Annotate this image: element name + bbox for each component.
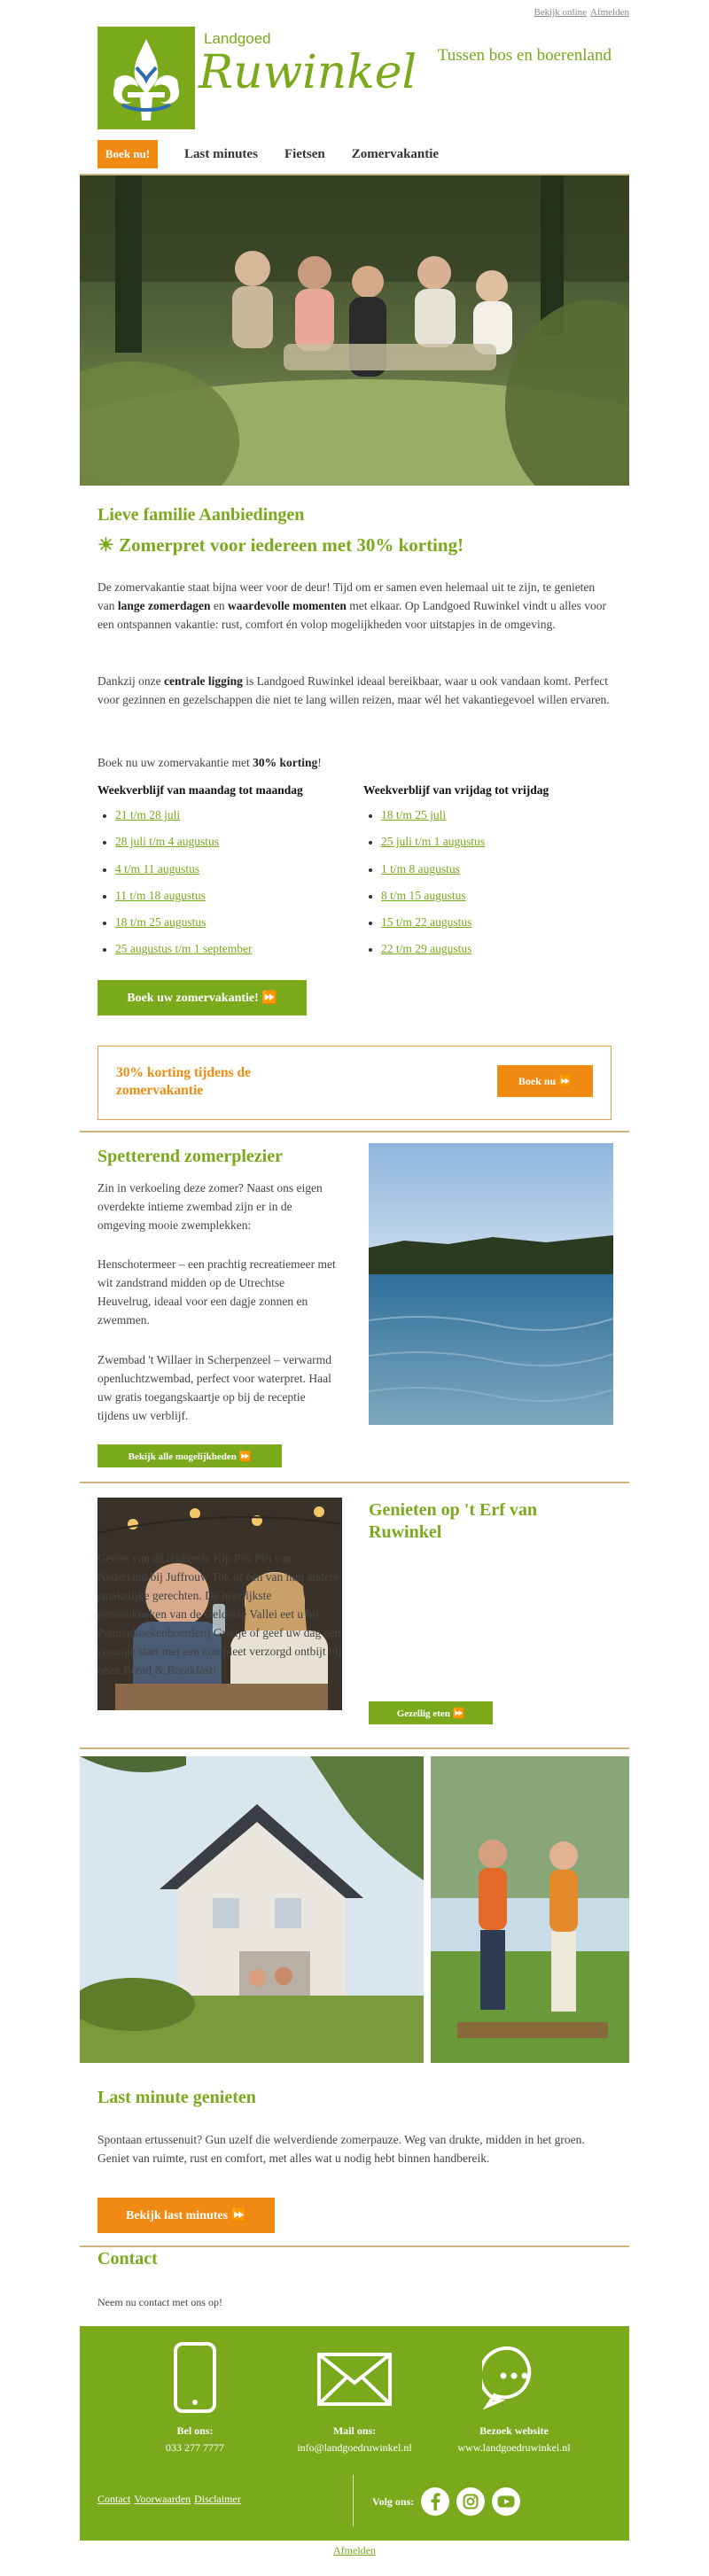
divider — [80, 1482, 629, 1483]
food-paragraph: Geniet van dé lekkerste Kip Piri Piri van Nederland bij Juffrouw Tok of één van hun andere smakelijke gerechten. De heerlijkste pannenkoeken van de Gelderse Vallei eet u bij Pannenkoekenboerderij Grietje of geef uw dag een zonnige start met een compleet verzorgd ontbijt bij onze Bread & Breakfast! — [97, 1552, 342, 1677]
mail-column[interactable] — [284, 2342, 425, 2455]
swim-options-button[interactable]: Bekijk alle mogelijkheden ⏩ — [97, 1444, 282, 1467]
footer-links — [97, 2493, 245, 2506]
divider — [80, 1131, 629, 1132]
unsubscribe-top-link[interactable]: Afmelden — [590, 7, 629, 18]
intro-subtitle: ☀ Zomerpret voor iedereen met 30% korting! — [97, 534, 464, 556]
week-link[interactable]: 15 t/m 22 augustus — [363, 915, 485, 942]
swim-paragraph-3: Zwembad 't Willaer in Scherpenzeel – verwarmd openluchtzwembad, perfect voor waterpret. Haal uw gratis toegangskaartje op bij de receptie tijdens uw verblijf. — [97, 1353, 332, 1422]
weeks-monday-list — [97, 808, 252, 969]
food-button[interactable]: Gezellig eten ⏩ — [369, 1701, 493, 1724]
book-now-button[interactable]: Boek nu! — [97, 140, 158, 168]
contact-paragraph: Neem nu contact met ons op! — [97, 2296, 222, 2308]
intro-paragraph-3: Boek nu uw zomervakantie met 30% korting! — [97, 756, 322, 769]
lastminute-button[interactable]: Bekijk last minutes ⏩ — [97, 2198, 275, 2233]
mail-value[interactable]: info@landgoedruwinkel.nl — [297, 2441, 412, 2454]
week-link[interactable]: 28 juli t/m 4 augustus — [97, 835, 252, 861]
divider — [80, 1747, 629, 1749]
greeting: Lieve familie Aanbiedingen — [97, 505, 305, 525]
week-link[interactable]: 22 t/m 29 augustus — [363, 942, 485, 969]
call-column[interactable] — [124, 2342, 266, 2455]
minigolf-photo — [431, 1756, 629, 2063]
week-link[interactable]: 21 t/m 28 juli — [97, 808, 252, 835]
social-links — [372, 2487, 520, 2516]
main-nav — [97, 140, 439, 168]
intro-paragraph-1: De zomervakantie staat bijna weer voor de deur! Tijd om er samen even helemaal uit te zijn, te genieten van lange zomerdagen en waardevolle momenten met elkaar. Op Landgoed Ruwinkel vindt u alles voor een ontspannen vakantie: rust, comfort én volop mogelijkheden voor uitstapjes in de omgeving. — [97, 580, 607, 631]
food-title: Genieten op 't Erf van Ruwinkel — [369, 1500, 537, 1542]
contact-title: Contact — [97, 2249, 158, 2269]
footer-divider — [353, 2475, 354, 2526]
logo[interactable] — [97, 27, 417, 129]
swim-paragraph-1: Zin in verkoeling deze zomer? Naast ons eigen overdekte intieme zwembad zijn er in de omgeving mooie zwemplekken: — [97, 1181, 323, 1232]
disclaimer-link[interactable]: Disclaimer — [194, 2493, 241, 2505]
week-link[interactable]: 25 juli t/m 1 augustus — [363, 835, 485, 861]
week-link[interactable]: 25 augustus t/m 1 september — [97, 942, 252, 969]
promo-box — [97, 1046, 612, 1120]
hero-photo — [80, 175, 629, 486]
web-value[interactable]: www.landgoedruwinkel.nl — [457, 2441, 571, 2454]
chat-icon — [482, 2342, 546, 2413]
week-link[interactable]: 8 t/m 15 augustus — [363, 889, 485, 915]
week-link[interactable]: 1 t/m 8 augustus — [363, 862, 485, 889]
nav-item-last-minutes[interactable]: Last minutes — [184, 146, 258, 161]
cabin-photo — [80, 1756, 424, 2063]
web-label: Bezoek website — [479, 2424, 549, 2437]
promo-book-button[interactable]: Boek nu ⏩ — [497, 1065, 593, 1097]
swim-title: Spetterend zomerplezier — [97, 1147, 283, 1166]
follow-label: Volg ons: — [372, 2494, 415, 2508]
contact-footer — [80, 2326, 629, 2541]
logo-small-text: Landgoed — [204, 30, 271, 47]
promo-text: 30% korting tijdens de zomervakantie — [116, 1065, 251, 1098]
nav-item-fietsen[interactable]: Fietsen — [284, 146, 325, 161]
tagline: Tussen bos en boerenland — [437, 46, 612, 65]
weeks-friday-list — [363, 808, 485, 969]
week-link[interactable]: 18 t/m 25 augustus — [97, 915, 252, 942]
week-link[interactable]: 4 t/m 11 augustus — [97, 862, 252, 889]
weeks-friday-title: Weekverblijf van vrijdag tot vrijdag — [363, 783, 549, 797]
unsubscribe-link[interactable]: Afmelden — [333, 2544, 376, 2557]
terms-link[interactable]: Voorwaarden — [134, 2493, 191, 2505]
phone-icon — [170, 2342, 220, 2413]
week-link[interactable]: 18 t/m 25 juli — [363, 808, 485, 835]
book-summer-button[interactable]: Boek uw zomervakantie! ⏩ — [97, 980, 307, 1016]
view-online-link[interactable]: Bekijk online — [534, 7, 588, 18]
lake-photo — [369, 1143, 613, 1425]
call-value[interactable]: 033 277 7777 — [166, 2441, 224, 2454]
mail-label: Mail ons: — [332, 2424, 377, 2437]
top-links — [530, 7, 629, 18]
nav-item-zomervakantie[interactable]: Zomervakantie — [351, 146, 440, 161]
logo-big-text: Ruwinkel — [199, 46, 417, 99]
weeks-monday-title: Weekverblijf van maandag tot maandag — [97, 783, 303, 797]
lastminute-paragraph: Spontaan ertussenuit? Gun uzelf die welverdiende zomerpauze. Weg van drukte, midden in het groen. Geniet van ruimte, rust en comfort, met alles wat u nodig hebt binnen handbereik. — [97, 2133, 585, 2165]
lastminute-title: Last minute genieten — [97, 2088, 256, 2107]
facebook-icon[interactable] — [421, 2487, 449, 2516]
instagram-icon[interactable] — [456, 2487, 485, 2516]
call-label: Bel ons: — [176, 2424, 214, 2437]
swim-paragraph-2: Henschotermeer – een prachtig recreatiemeer met wit zandstrand midden op de Utrechtse Heuvelrug, ideaal voor een dagje zonnen en zwemmen. — [97, 1257, 336, 1327]
intro-paragraph-2: Dankzij onze centrale ligging is Landgoed Ruwinkel ideaal bereikbaar, waar u ook vandaan komt. Perfect voor gezinnen en gezelschappen die niet te lang willen reizen, maar wél het vakantiegevoel willen ervaren. — [97, 674, 610, 706]
contact-link[interactable]: Contact — [97, 2493, 131, 2505]
week-link[interactable]: 11 t/m 18 augustus — [97, 889, 252, 915]
web-column[interactable] — [443, 2342, 585, 2455]
youtube-icon[interactable] — [492, 2487, 520, 2516]
divider — [80, 2245, 629, 2247]
mail-icon — [316, 2342, 393, 2413]
